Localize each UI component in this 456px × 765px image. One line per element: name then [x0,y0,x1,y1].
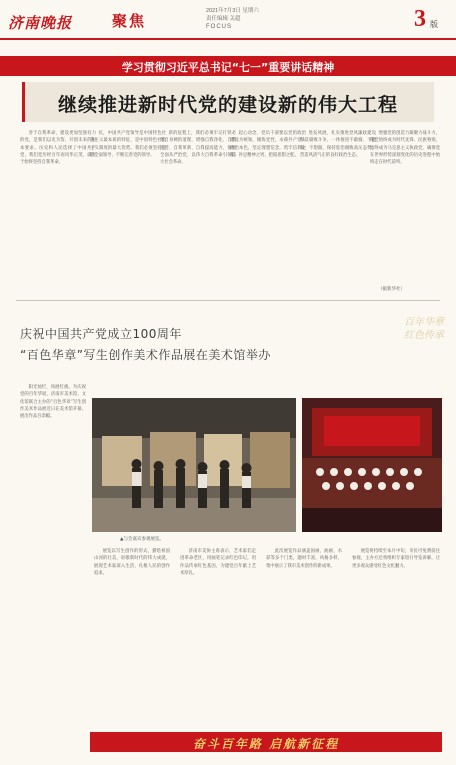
second-article-column-1: 阳光灿烂，风展红旗。为庆祝党的百年华诞，济南市美术馆、文化馆联合主办的“百色华章”写生创作美术作品展近日在美术馆开幕，展出作品百余幅。 [20,385,86,420]
section-title: 聚焦 [112,12,147,30]
editor-line: 责任编辑 关超 [206,16,241,22]
page-unit: 版 [430,20,438,29]
gallery-photo-image [92,398,296,532]
second-article-column-5: 展览将持续至本月中旬，市民可免费前往参观。主办方还将组织专家进行导览讲解，让更多观众感受红色文化魅力。 [352,549,440,569]
decorative-calligraphy [360,316,444,372]
lead-article-column-4: 起心动念、党员干部要以党的政治建设为统领，锤炼党性，永葆共产党人政治本色，坚定理想信念，筑牢信仰之基，补足精神之钙，把稳思想之舵。 [230,131,306,158]
main-headline: 继续推进新时代党的建设新的伟大工程 [57,94,398,116]
column-banner-text: 学习贯彻习近平总书记“七一”重要讲话精神 [121,61,335,74]
date-line: 2021年7月3日 星期六 [206,8,259,14]
column-banner [0,56,456,76]
section-divider [16,300,440,301]
second-article-headline: “百色华章”写生创作美术作品展在美术馆举办 [20,348,271,362]
stage-photo [302,398,442,532]
lead-article-column-3: 新的征程上，我们必须牢记打铁必须自身硬的道理，增强自我净化、自我完善、自我革新、自我提高能力，推进全面从严治党，以伟大自我革命引领伟大社会革命。 [160,131,236,166]
masthead [0,0,456,40]
lead-article-column-1: 善于自我革命，建设更加坚强有力的党，是我们以史为鉴、开创未来的根本要求。历史和人民选择了中国共产党，我们党历经百年而风华正茂，就在于始终坚持自我革命。 [20,131,96,166]
lead-article-signature: （据新华社） [378,287,405,292]
second-article-column-4: 此次展览作品涵盖国画、油画、水彩等多个门类，题材丰富，风格多样，集中展示了我市美术创作的新成果。 [266,549,342,569]
second-article-column-2: 展览以写生创作的形式，描绘祖国山河的壮美，讴歌新时代的伟大成就，展现艺术家深入生活、扎根人民的创作追求。 [94,549,170,576]
decorative-line-2: 红色传承 [404,330,444,341]
gallery-photo [92,398,296,532]
newspaper-logo: 济南晚报 [8,14,73,32]
stage-photo-image [302,398,442,532]
page-number: 3 [414,6,426,32]
photo-caption: ▲与会嘉宾参观展览。 [120,537,164,542]
decorative-line-1: 百年华章 [404,317,444,328]
second-article-kicker: 庆祝中国共产党成立100周年 [20,327,182,341]
lead-article-column-6: 增强党的创造力凝聚力战斗力，使党始终成为时代先锋、民族脊梁，始终成为马克思主义执政党，确保党在世界形势深刻变化的历史进程中始终走在时代前列。 [370,131,440,166]
footer-slogan: 奋斗百年路 启航新征程 [192,737,340,751]
lead-article-column-2: 民，中国共产党领导是中国特色社会主义最本质的特征，是中国特色社会主义制度的最大优势。我们必须坚持党的全面领导，不断完善党的领导。 [90,131,166,158]
focus-label: FOCUS [206,24,232,30]
second-article-column-3: 济南市美协主席表示，艺术家们走进革命老区，用画笔记录红色印记，用作品传承红色基因，为建党百年献上艺术厚礼。 [180,549,256,576]
lead-article-column-5: 进发风展，扎实推进党风廉政建设和反腐败斗争，一体推进不敢腐、不能腐、不想腐，保持惩治腐败高压态势，营造风清气正的良好政治生态。 [300,131,376,158]
issue-meta [206,7,259,31]
footer-slogan-banner [90,732,442,752]
